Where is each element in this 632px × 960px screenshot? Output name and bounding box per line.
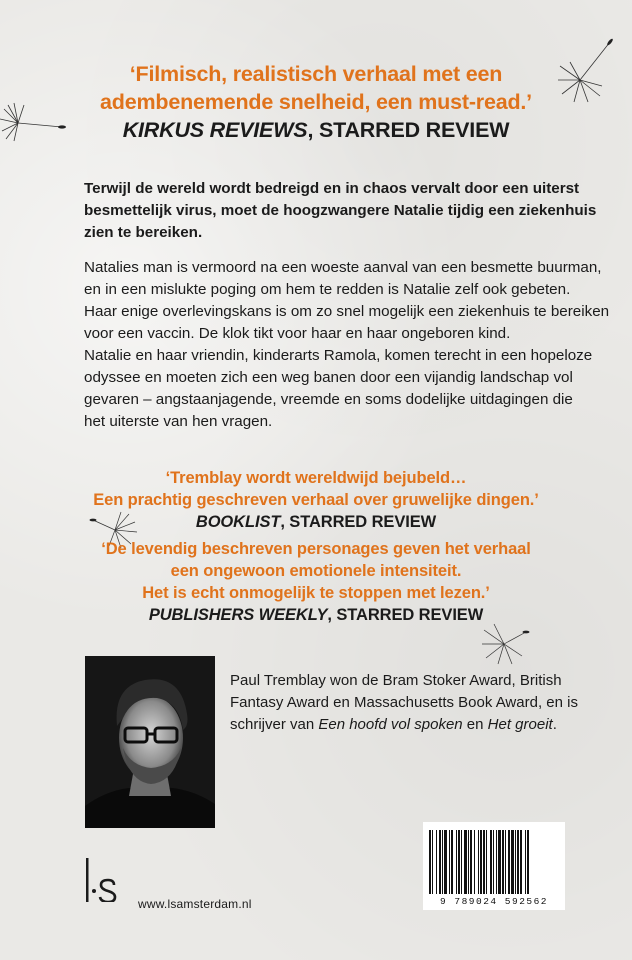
quote-line: ‘Tremblay wordt wereldwijd bejubeld…: [165, 469, 467, 487]
isbn-number: 9 789024 592562: [439, 896, 548, 907]
bio-line: [230, 714, 560, 736]
text-line: besmettelijk virus, moet de hoogzwangere Natalie tijdig een ziekenhuis: [84, 202, 597, 219]
quote-source-suffix: , STARRED REVIEW: [280, 513, 437, 531]
quote-line: een ongewoon emotionele intensiteit.: [170, 562, 462, 580]
book-title: Een hoofd vol spoken: [318, 716, 463, 733]
text-line: en in een mislukte poging om hem te redden is Natalie zelf ook gebeten.: [84, 281, 571, 298]
barcode-bar: [456, 830, 457, 894]
isbn-barcode: [423, 822, 565, 910]
barcode-bar: [505, 830, 506, 894]
barcode-bar: [464, 830, 467, 894]
bio-text: schrijver van: [230, 716, 319, 733]
barcode-bars: [429, 830, 559, 894]
author-bio: [230, 670, 578, 736]
barcode-bar: [458, 830, 460, 894]
quote-source-name: BOOKLIST: [195, 513, 281, 531]
text-line: odyssee en moeten zich een weg banen door een vijandig landschap vol: [84, 369, 573, 386]
barcode-bar: [517, 830, 519, 894]
review-quote-booklist: [0, 467, 632, 533]
barcode-bar: [525, 830, 526, 894]
barcode-bar: [468, 830, 469, 894]
bio-line: Paul Tremblay won de Bram Stoker Award, British: [230, 672, 562, 689]
quote-line: adembenemende snelheid, een must-read.’: [100, 90, 532, 114]
quote-source-name: KIRKUS REVIEWS: [122, 118, 308, 142]
barcode-bar: [429, 830, 431, 894]
quote-source-suffix: , STARRED REVIEW: [307, 118, 510, 142]
barcode-bar: [498, 830, 501, 894]
barcode-bar: [474, 830, 475, 894]
barcode-bar: [483, 830, 485, 894]
barcode-bar: [508, 830, 510, 894]
text-line: zien te bereiken.: [84, 224, 203, 241]
synopsis-paragraph: [84, 257, 610, 433]
quote-source-name: PUBLISHERS WEEKLY: [148, 606, 328, 624]
barcode-bar: [439, 830, 441, 894]
barcode-bar: [502, 830, 504, 894]
publisher-logo-text: l·s: [84, 858, 86, 859]
barcode-bar: [496, 830, 497, 894]
bio-text: en: [462, 716, 488, 733]
barcode-bar: [470, 830, 472, 894]
quote-source: [0, 116, 632, 144]
author-portrait-icon: [85, 656, 215, 828]
quote-source: [0, 604, 632, 626]
barcode-bar: [451, 830, 453, 894]
text-line: gevaren – angstaanjagende, vreemde en soms dodelijke uitdagingen die: [84, 391, 573, 408]
text-line: voor een vaccin. De klok tikt voor haar en haar ongeboren kind.: [84, 325, 511, 342]
review-quote-publishers-weekly: [0, 538, 632, 626]
barcode-bar: [478, 830, 479, 894]
synopsis-intro: [84, 178, 597, 244]
text-line: het uiterste van hen vragen.: [84, 413, 273, 430]
barcode-bar: [511, 830, 514, 894]
quote-source: [0, 511, 632, 533]
text-line: Natalie en haar vriendin, kinderarts Ramola, komen terecht in een hopeloze: [84, 347, 593, 364]
quote-line: Een prachtig geschreven verhaal over gruwelijke dingen.’: [93, 491, 539, 509]
review-quote-kirkus: [0, 60, 632, 144]
barcode-bar: [515, 830, 516, 894]
publisher-logo: [84, 858, 124, 902]
text-line: Terwijl de wereld wordt bedreigd en in chaos vervalt door een uiterst: [84, 180, 580, 197]
text-line: Haar enige overlevingskans is om zo snel mogelijk een ziekenhuis te bereiken: [84, 303, 610, 320]
barcode-bar: [520, 830, 522, 894]
quote-line: Het is echt onmogelijk te stoppen met lezen.’: [142, 584, 490, 602]
barcode-bar: [442, 830, 443, 894]
barcode-bar: [527, 830, 529, 894]
quote-source-suffix: , STARRED REVIEW: [327, 606, 484, 624]
book-title: Het groeit: [487, 716, 553, 733]
barcode-bar: [444, 830, 447, 894]
text-line: Natalies man is vermoord na een woeste aanval van een besmette buurman,: [84, 259, 602, 276]
quote-line: ‘De levendig beschreven personages geven het verhaal: [101, 540, 531, 558]
barcode-bar: [436, 830, 437, 894]
barcode-bar: [490, 830, 492, 894]
barcode-bar: [432, 830, 433, 894]
author-photo: [85, 656, 215, 828]
barcode-bar: [449, 830, 450, 894]
barcode-bar: [480, 830, 482, 894]
bio-text: .: [552, 716, 557, 733]
publisher-url[interactable]: www.lsamsterdam.nl: [138, 897, 252, 911]
barcode-bar: [486, 830, 487, 894]
barcode-bar: [493, 830, 494, 894]
quote-line: ‘Filmisch, realistisch verhaal met een: [129, 62, 503, 86]
bio-line: Fantasy Award en Massachusetts Book Award, en is: [230, 694, 578, 711]
barcode-bar: [461, 830, 462, 894]
